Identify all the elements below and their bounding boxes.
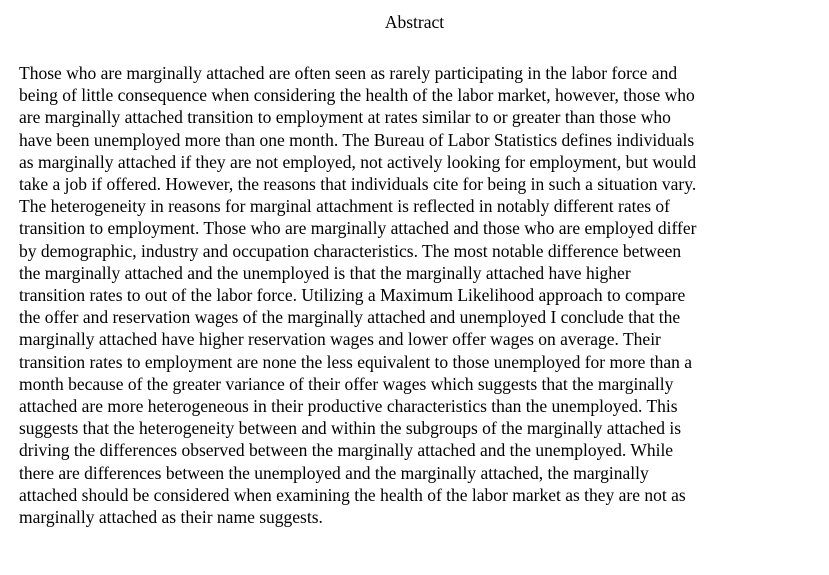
abstract-line: attached are more heterogeneous in their productive characteristics than the unemployed. This bbox=[19, 396, 678, 417]
abstract-line: suggests that the heterogeneity between and within the subgroups of the marginally attached is bbox=[19, 418, 682, 439]
abstract-body bbox=[19, 62, 819, 528]
abstract-line: transition rates to employment are none the less equivalent to those unemployed for more than a bbox=[19, 351, 693, 372]
abstract-line: The heterogeneity in reasons for marginal attachment is reflected in notably different rates of bbox=[19, 196, 670, 217]
abstract-line: driving the differences observed between the marginally attached and the unemployed. While bbox=[19, 440, 674, 461]
abstract-line: marginally attached as their name suggests. bbox=[19, 507, 323, 528]
abstract-line: as marginally attached if they are not employed, not actively looking for employment, but would bbox=[19, 151, 697, 172]
abstract-line: by demographic, industry and occupation characteristics. The most notable difference between bbox=[19, 240, 682, 261]
abstract-line: being of little consequence when considering the health of the labor market, however, those who bbox=[19, 85, 695, 106]
abstract-line: transition rates to out of the labor force. Utilizing a Maximum Likelihood approach to compare bbox=[19, 285, 686, 306]
abstract-line: the marginally attached and the unemployed is that the marginally attached have higher bbox=[19, 262, 631, 283]
abstract-line: transition to employment. Those who are marginally attached and those who are employed differ bbox=[19, 218, 697, 239]
abstract-line: have been unemployed more than one month. The Bureau of Labor Statistics defines individuals bbox=[19, 129, 695, 150]
abstract-heading: Abstract bbox=[384, 12, 445, 32]
abstract-line: are marginally attached transition to employment at rates similar to or greater than those who bbox=[19, 107, 671, 128]
abstract-line: there are differences between the unemployed and the marginally attached, the marginally bbox=[19, 462, 649, 483]
abstract-line: attached should be considered when examining the health of the labor market as they are not as bbox=[19, 484, 686, 505]
abstract-line: Those who are marginally attached are often seen as rarely participating in the labor force and bbox=[19, 63, 678, 83]
abstract-line: month because of the greater variance of their offer wages which suggests that the marginally bbox=[19, 373, 674, 394]
abstract-line: take a job if offered. However, the reasons that individuals cite for being in such a situation vary. bbox=[19, 174, 697, 195]
abstract-line: marginally attached have higher reservation wages and lower offer wages on average. Their bbox=[19, 329, 661, 350]
abstract-line: the offer and reservation wages of the marginally attached and unemployed I conclude that the bbox=[19, 307, 681, 328]
